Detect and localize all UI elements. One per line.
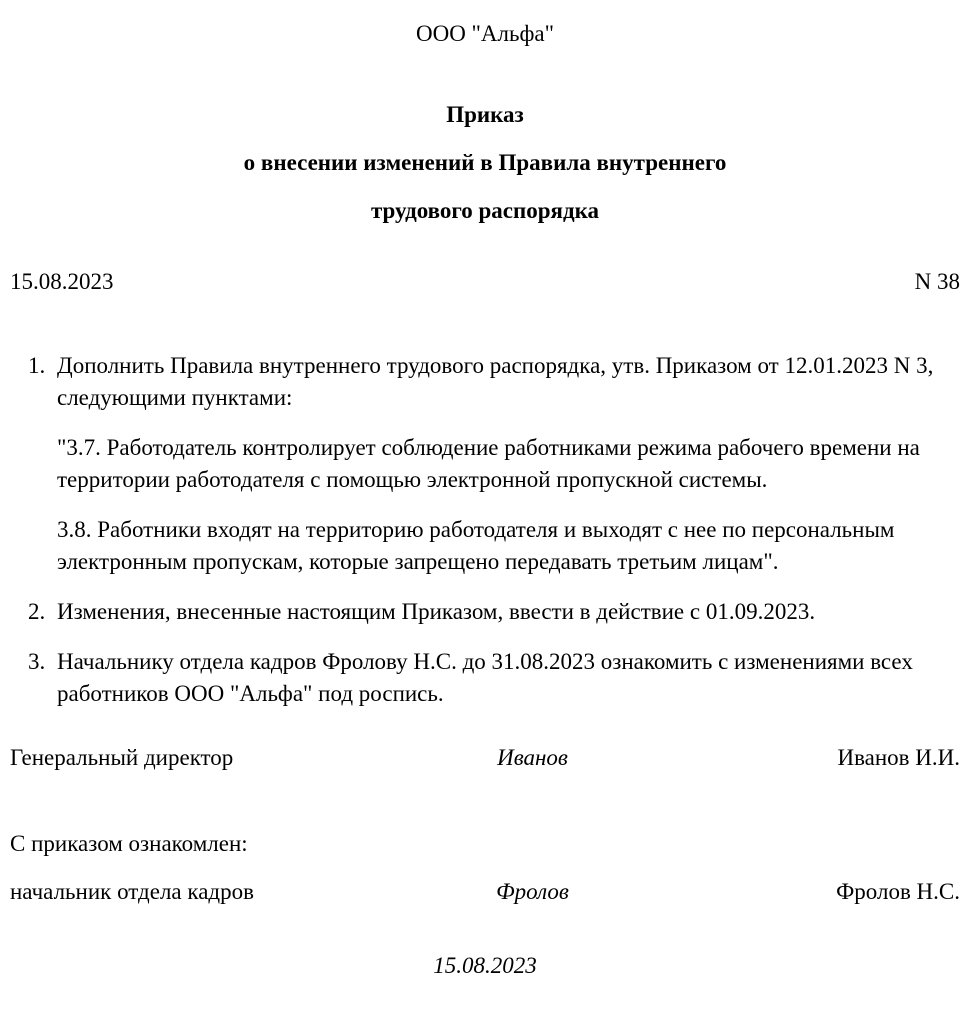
document-number: N 38 bbox=[914, 269, 960, 294]
order-item-2 bbox=[10, 596, 942, 628]
hr-head-position-label: начальник отдела кадров bbox=[10, 879, 254, 904]
order-item-2-number: 2. bbox=[28, 599, 46, 624]
document-date: 15.08.2023 bbox=[10, 269, 114, 294]
document-subtitle-line2: трудового распорядка bbox=[370, 198, 600, 223]
director-position-label: Генеральный директор bbox=[10, 745, 234, 770]
company-name: ООО "Альфа" bbox=[415, 21, 555, 46]
order-item-3 bbox=[10, 646, 942, 710]
order-item-3-text: Начальнику отдела кадров Фролову Н.С. до 31.08.2023 ознакомить с изменениями всех работников ООО "Альфа" под роспись. bbox=[57, 649, 913, 706]
acknowledgment-label: С приказом ознакомлен: bbox=[10, 831, 248, 856]
signature-row-director bbox=[10, 742, 960, 774]
quoted-clause-3-7: "3.7. Работодатель контролирует соблюдение работниками режима рабочего времени на территории работодателя с помощью электронной пропускной системы. bbox=[57, 435, 920, 492]
date-number-row bbox=[10, 266, 960, 298]
hr-head-name: Фролов Н.С. bbox=[836, 879, 960, 904]
order-item-1-text: Дополнить Правила внутреннего трудового распорядка, утв. Приказом от 12.01.2023 N 3, следующими пунктами: bbox=[57, 353, 934, 410]
director-signature: Иванов bbox=[497, 745, 568, 770]
document-title: Приказ bbox=[446, 102, 524, 127]
order-item-1-number: 1. bbox=[28, 353, 46, 378]
acknowledgment-date: 15.08.2023 bbox=[433, 953, 537, 978]
document-body bbox=[10, 350, 960, 710]
order-item-2-text: Изменения, внесенные настоящим Приказом, ввести в действие с 01.09.2023. bbox=[57, 599, 816, 624]
director-name: Иванов И.И. bbox=[837, 745, 960, 770]
signature-row-hr-head bbox=[10, 876, 960, 908]
document-subtitle-line1: о внесении изменений в Правила внутреннего bbox=[243, 150, 727, 175]
order-item-1 bbox=[10, 350, 942, 414]
hr-head-signature: Фролов bbox=[496, 879, 569, 904]
order-item-3-number: 3. bbox=[28, 649, 46, 674]
quoted-clause-3-8: 3.8. Работники входят на территорию работодателя и выходят с нее по персональным электронным пропускам, которые запрещено передавать третьим лицам". bbox=[57, 517, 895, 574]
